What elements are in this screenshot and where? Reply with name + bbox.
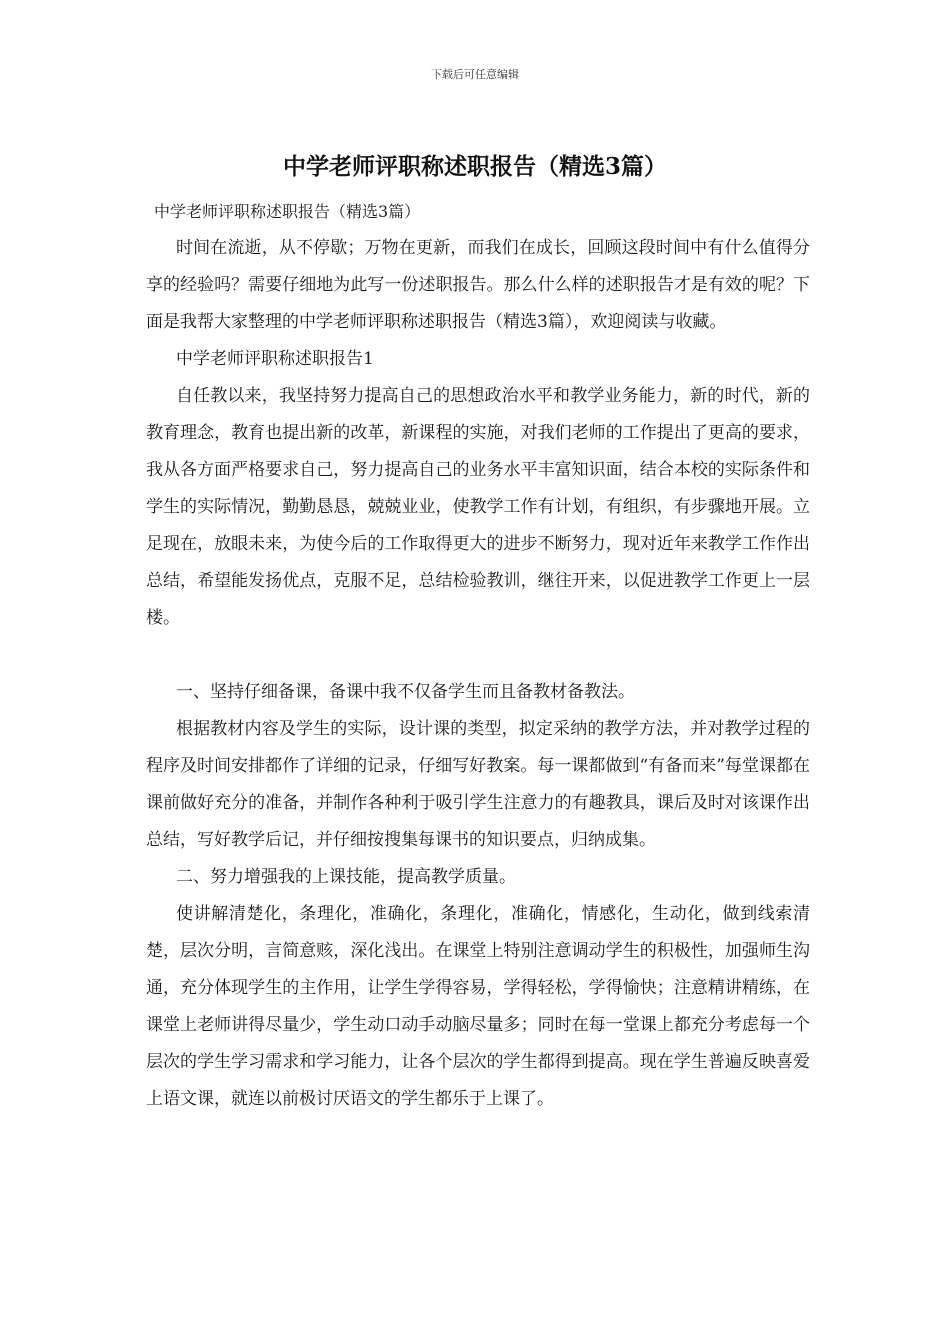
document-title: 中学老师评职称述职报告（精选3篇） [282,153,667,180]
body-paragraph: 使讲解清楚化，条理化，准确化，条理化，准确化，情感化，生动化，做到线索清楚，层次分明，言简意赅，深化浅出。在课堂上特别注意调动学生的积极性，加强师生沟通，充分体现学生的主作用，让学生学得容易，学得轻松，学得愉快；注意精讲精练，在课堂上老师讲得尽量少，学生动口动手动脑尽量多；同时在每一堂课上都充分考虑每一个层次的学生学习需求和学习能力，让各个层次的学生都得到提高。现在学生普遍反映喜爱上语文课，就连以前极讨厌语文的学生都乐于上课了。 [146,904,810,1109]
section-heading-report-1: 中学老师评职称述职报告1 [176,349,374,369]
intro-paragraph: 时间在流逝，从不停歇；万物在更新，而我们在成长，回顾这段时间中有什么值得分享的经验吗？需要仔细地为此写一份述职报告。那么什么样的述职报告才是有效的呢？下面是我帮大家整理的中学老师评职称述职报告（精选3篇），欢迎阅读与收藏。 [146,238,810,332]
point-heading-2: 二、努力增强我的上课技能，提高教学质量。 [176,867,516,887]
paragraph-spacer [146,637,810,674]
header-note: 下载后可任意编辑 [431,68,519,81]
body-paragraph: 自任教以来，我坚持努力提高自己的思想政治水平和教学业务能力，新的时代，新的教育理念，教育也提出新的改革，新课程的实施，对我们老师的工作提出了更高的要求，我从各方面严格要求自己，努力提高自己的业务水平丰富知识面，结合本校的实际条件和学生的实际情况，勤勤恳恳，兢兢业业，使教学工作有计划，有组织，有步骤地开展。立足现在，放眼未来，为使今后的工作取得更大的进步不断努力，现对近年来教学工作作出总结，希望能发扬优点，克服不足，总结检验教训，继往开来，以促进教学工作更上一层楼。 [146,386,810,628]
body-paragraph: 根据教材内容及学生的实际，设计课的类型，拟定采纳的教学方法，并对教学过程的程序及时间安排都作了详细的记录，仔细写好教案。每一课都做到“有备而来”每堂课都在课前做好充分的准备，并制作各种利于吸引学生注意力的有趣教具，课后及时对该课作出总结，写好教学后记，并仔细按搜集每课书的知识要点，归纳成集。 [146,719,810,850]
point-heading-1: 一、坚持仔细备课，备课中我不仅备学生而且备教材备教法。 [176,682,635,702]
subtitle-paragraph: 中学老师评职称述职报告（精选3篇） [154,202,421,221]
document-body [146,198,810,1118]
